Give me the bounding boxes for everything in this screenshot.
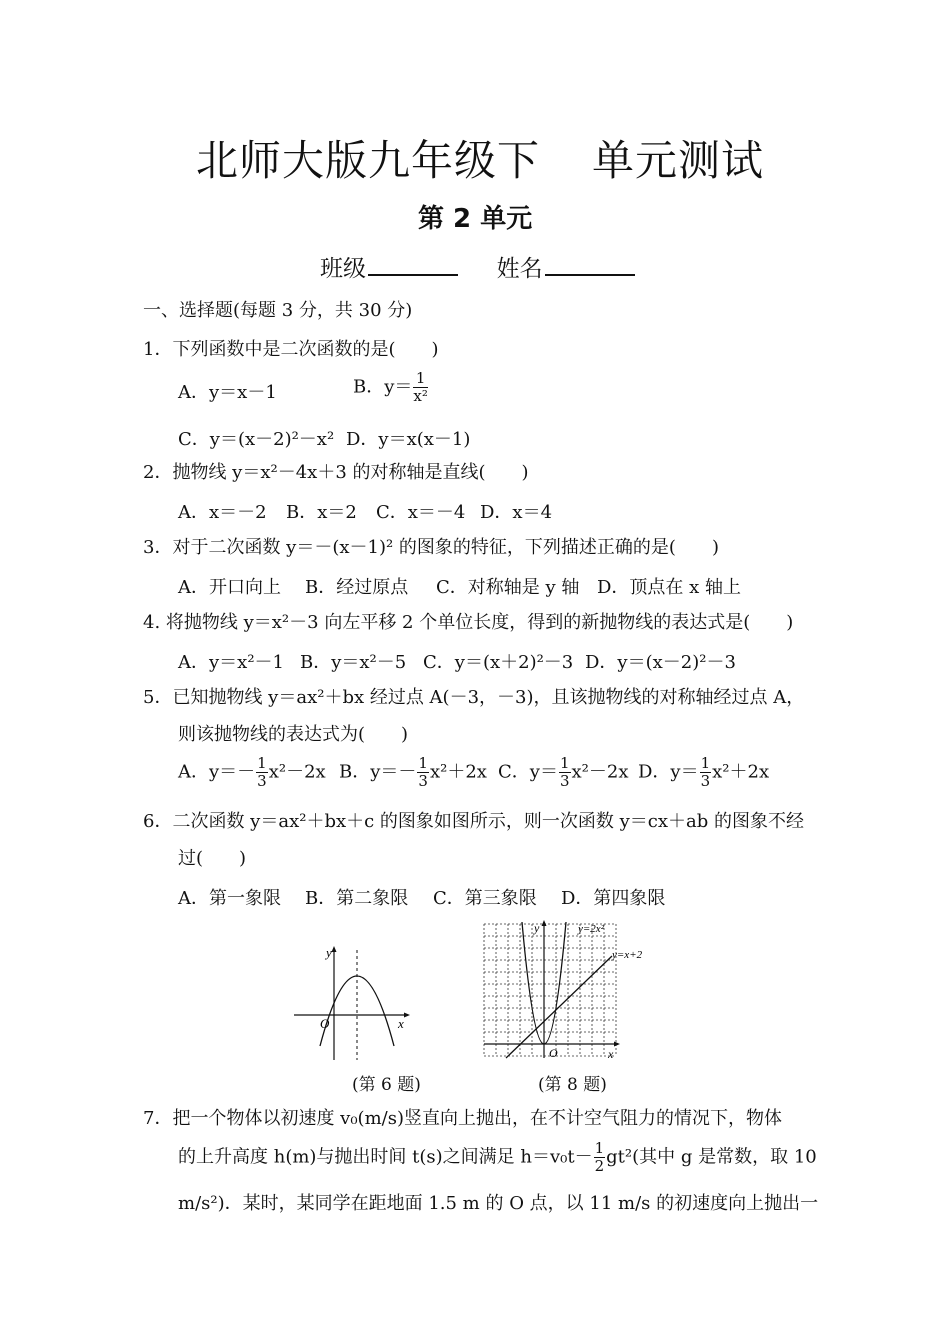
fig8-y-label: y — [534, 921, 540, 935]
class-name-line — [320, 250, 635, 283]
fig8-parabola-label: y=2x² — [578, 923, 604, 935]
q4-option-b: B．y＝x²－5 — [300, 652, 407, 673]
q5-b-suffix: x²＋2x — [429, 761, 487, 783]
q5-c-suffix: x²－2x — [571, 761, 629, 783]
name-label: 姓名 — [496, 256, 543, 282]
q6-stem: 6．二次函数 y＝ax²＋bx＋c 的图象如图所示，则一次函数 y＝cx＋ab 的图象不经 — [143, 811, 805, 832]
q5-d-prefix: D．y＝ — [638, 761, 699, 783]
frac-num: 1 — [559, 754, 570, 772]
frac-num: 1 — [594, 1139, 605, 1157]
q4-option-c: C．y＝(x＋2)²－3 — [423, 652, 574, 673]
q5-stem-cont: 则该抛物线的表达式为( ) — [178, 724, 409, 745]
q3-stem: 3．对于二次函数 y＝－(x－1)² 的图象的特征，下列描述正确的是( ) — [143, 537, 719, 558]
q3-option-b: B．经过原点 — [305, 577, 409, 598]
q5-option-b — [339, 755, 487, 790]
q6-option-b: B．第二象限 — [305, 888, 409, 909]
fig6-origin-label: O — [320, 1016, 330, 1031]
q5-a-prefix: A．y＝－ — [178, 761, 256, 783]
q5-c-fraction — [559, 755, 571, 790]
frac-num: 1 — [700, 754, 711, 772]
unit-title: 第 2 单元 — [418, 204, 533, 234]
q4-stem: 4. 将抛物线 y＝x²－3 向左平移 2 个单位长度，得到的新抛物线的表达式是( ) — [143, 612, 794, 633]
q5-option-c — [498, 755, 628, 790]
q5-b-prefix: B．y＝－ — [339, 761, 417, 783]
fig6-y-arrow — [332, 946, 337, 952]
q6-option-d: D．第四象限 — [561, 888, 666, 909]
class-blank[interactable] — [368, 252, 458, 276]
q1-option-b-text: B．y＝ — [353, 376, 413, 398]
figure-6-caption: (第 6 题) — [352, 1075, 421, 1095]
q2-option-a: A．x＝－2 — [178, 502, 267, 523]
q5-a-fraction — [256, 755, 268, 790]
q6-stem-cont: 过( ) — [178, 848, 247, 869]
q1-option-b-fraction — [413, 370, 427, 405]
q6-option-c: C．第三象限 — [433, 888, 537, 909]
class-label: 班级 — [320, 256, 366, 282]
figure-6-graph — [290, 938, 415, 1064]
page-title-right: 单元测试 — [592, 136, 765, 185]
frac-den: x² — [413, 387, 428, 405]
figure-8-graph — [478, 918, 658, 1064]
q5-option-d — [638, 755, 769, 790]
q7-line-2-b: gt²(其中 g 是常数，取 10 — [606, 1146, 817, 1168]
q3-option-d: D．顶点在 x 轴上 — [597, 577, 742, 598]
q1-option-c: C．y＝(x－2)²－x² — [178, 429, 335, 450]
figure-8-caption: (第 8 题) — [538, 1075, 607, 1095]
q6-option-a: A．第一象限 — [178, 888, 281, 909]
frac-den: 3 — [559, 772, 570, 790]
q3-option-a: A．开口向上 — [178, 577, 281, 598]
section-heading: 一、选择题(每题 3 分，共 30 分) — [143, 300, 413, 321]
frac-num: 1 — [418, 754, 428, 772]
q5-d-suffix: x²＋2x — [712, 761, 770, 783]
q2-option-d: D．x＝4 — [480, 502, 553, 523]
frac-num: 1 — [257, 754, 267, 772]
fig8-line-label: y=x+2 — [612, 949, 643, 961]
q1-option-d: D．y＝x(x－1) — [346, 429, 471, 450]
frac-den: 3 — [257, 772, 267, 790]
q7-line-2-a: 的上升高度 h(m)与抛出时间 t(s)之间满足 h＝v₀t－ — [178, 1146, 593, 1168]
fig8-origin-label: O — [549, 1046, 558, 1060]
q5-b-fraction — [417, 755, 429, 790]
q1-option-a: A．y＝x－1 — [178, 382, 277, 403]
frac-den: 3 — [700, 772, 711, 790]
fig6-x-arrow — [404, 1013, 410, 1018]
q5-option-a — [178, 755, 326, 790]
q5-stem: 5．已知抛物线 y＝ax²＋bx 经过点 A(－3，－3)，且该抛物线的对称轴经过点 A， — [143, 687, 805, 708]
q4-option-d: D．y＝(x－2)²－3 — [585, 652, 736, 673]
frac-num: 1 — [413, 370, 427, 388]
q2-stem: 2．抛物线 y＝x²－4x＋3 的对称轴是直线( ) — [143, 462, 529, 483]
q7-line-1: 7．把一个物体以初速度 v₀(m/s)竖直向上抛出，在不计空气阻力的情况下，物体 — [143, 1108, 782, 1129]
q1-option-b — [353, 370, 429, 405]
name-blank[interactable] — [545, 252, 635, 276]
frac-den: 2 — [594, 1157, 605, 1175]
q1-stem: 1．下列函数中是二次函数的是( ) — [143, 339, 439, 360]
fig6-y-label: y — [326, 945, 332, 960]
q7-line-3: m/s²)．某时，某同学在距地面 1.5 m 的 O 点，以 11 m/s 的初速度向上抛出一 — [178, 1193, 819, 1214]
fig8-x-arrow — [614, 1042, 620, 1047]
q3-option-c: C．对称轴是 y 轴 — [436, 577, 580, 598]
frac-den: 3 — [418, 772, 428, 790]
q4-option-a: A．y＝x²－1 — [178, 652, 284, 673]
page-title-left: 北师大版九年级下 — [196, 136, 541, 185]
fig8-line — [506, 956, 612, 1058]
fig8-y-arrow — [542, 920, 547, 926]
fig6-x-label: x — [398, 1016, 404, 1031]
q2-option-b: B．x＝2 — [286, 502, 357, 523]
fig8-x-label: x — [608, 1047, 614, 1061]
q5-d-fraction — [700, 755, 712, 790]
q7-fraction — [594, 1140, 606, 1175]
q2-option-c: C．x＝－4 — [376, 502, 466, 523]
q5-a-suffix: x²－2x — [268, 761, 326, 783]
q5-c-prefix: C．y＝ — [498, 761, 558, 783]
q7-line-2 — [178, 1140, 817, 1175]
